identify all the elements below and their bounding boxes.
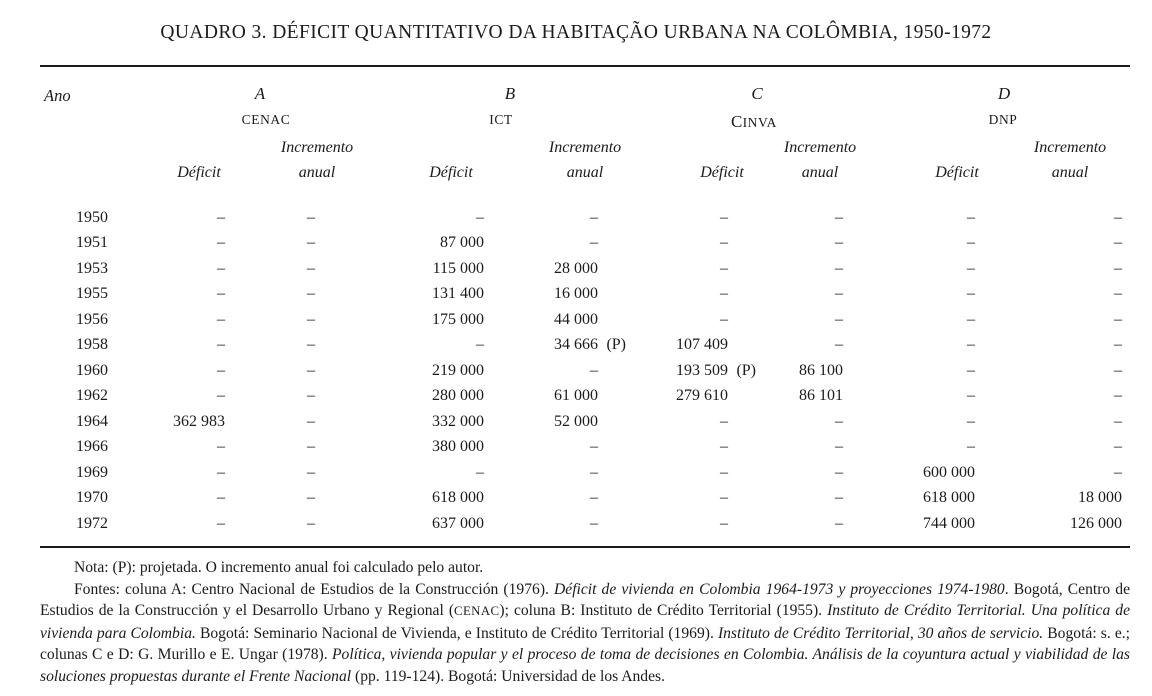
value-cell: – <box>967 259 975 277</box>
value-cell: – <box>217 285 225 303</box>
value-cell: 280 000 <box>432 387 484 405</box>
year-cell: 1956 <box>76 310 108 328</box>
value-cell: 193 509 (P) <box>676 361 756 379</box>
table-notes <box>40 557 1130 687</box>
source-text: Bogotá: Seminario Nacional de Vivienda, e Instituto de Crédito Territorial (1969). <box>195 624 718 642</box>
value-cell: – <box>217 336 225 354</box>
deficit-header-b: Déficit <box>429 164 473 181</box>
value-cell: 380 000 <box>432 438 484 456</box>
source-text: Bogotá: s. e.; colunas C e D: G. Murillo e E. Ungar (1978). <box>40 624 1130 663</box>
value-cell: – <box>967 387 975 405</box>
value-cell: – <box>1114 387 1122 405</box>
table-title: QUADRO 3. DÉFICIT QUANTITATIVO DA HABITAÇÃO URBANA NA COLÔMBIA, 1950-1972 <box>160 22 992 43</box>
deficit-header-d: Déficit <box>935 164 979 181</box>
value-cell: – <box>217 361 225 379</box>
value-cell: 131 400 <box>432 285 484 303</box>
acronym: CENAC <box>454 604 500 618</box>
value-cell: 637 000 <box>432 514 484 532</box>
value-cell: – <box>720 463 728 481</box>
value-cell: 86 101 <box>799 387 843 405</box>
value-cell: 332 000 <box>432 412 484 430</box>
value-cell: – <box>217 259 225 277</box>
year-cell: 1964 <box>76 412 108 430</box>
value-cell: – <box>307 310 315 328</box>
table-row <box>40 282 1130 308</box>
value-cell: – <box>835 336 843 354</box>
year-column-header: Ano <box>44 86 71 105</box>
source-text: (pp. 119-124). Bogotá: Universidad de los Andes. <box>351 667 665 685</box>
anual-header-a: anual <box>298 164 336 181</box>
group-header-c: C <box>751 84 763 103</box>
value-cell: – <box>967 412 975 430</box>
value-cell: – <box>217 438 225 456</box>
value-cell: – <box>307 412 315 430</box>
year-cell: 1950 <box>76 208 108 226</box>
value-cell: – <box>1114 361 1122 379</box>
value-cell: – <box>590 463 598 481</box>
value-cell: 18 000 <box>1078 489 1122 507</box>
year-cell: 1972 <box>76 514 108 532</box>
value-cell: – <box>835 514 843 532</box>
value-cell: 219 000 <box>432 361 484 379</box>
source-title: Instituto de Crédito Territorial, 30 años de servicio. <box>717 624 1044 642</box>
source-title: Política, vivienda popular y el proceso de toma de decisiones en Colombia. Análisis de la coyuntura actual y viabilidad de las soluciones propuestas durante el Frente Nacional <box>40 646 1130 685</box>
top-rule <box>40 65 1130 67</box>
value-cell: – <box>476 208 484 226</box>
table-row <box>40 256 1130 282</box>
value-cell: – <box>307 208 315 226</box>
group-header-a: A <box>254 84 266 103</box>
value-cell: – <box>1114 463 1122 481</box>
bottom-rule <box>40 546 1130 548</box>
table-body <box>40 205 1130 537</box>
value-cell: – <box>720 489 728 507</box>
value-cell: – <box>476 336 484 354</box>
table-row <box>40 409 1130 435</box>
value-cell: – <box>720 412 728 430</box>
value-cell: – <box>590 361 598 379</box>
value-cell: – <box>835 463 843 481</box>
table-row <box>40 358 1130 384</box>
value-cell: 34 666 (P) <box>554 336 626 354</box>
data-grid <box>40 205 1130 537</box>
value-cell: – <box>835 259 843 277</box>
year-cell: 1960 <box>76 361 108 379</box>
sources-paragraph <box>40 579 1130 688</box>
value-cell: – <box>590 208 598 226</box>
deficit-header-c: Déficit <box>700 164 744 181</box>
value-cell: – <box>1114 310 1122 328</box>
increment-header-b: Incremento <box>548 139 622 156</box>
value-cell: – <box>835 310 843 328</box>
table-row <box>40 307 1130 333</box>
value-cell: – <box>307 463 315 481</box>
table-row <box>40 460 1130 486</box>
value-cell: – <box>967 310 975 328</box>
value-cell: – <box>967 208 975 226</box>
org-label-dnp: DNP <box>988 112 1018 127</box>
value-cell: – <box>835 412 843 430</box>
value-cell: 115 000 <box>432 259 484 277</box>
value-cell: – <box>720 208 728 226</box>
value-cell: – <box>835 234 843 252</box>
value-cell: – <box>307 489 315 507</box>
value-cell: – <box>967 285 975 303</box>
value-cell: – <box>967 234 975 252</box>
year-cell: 1953 <box>76 259 108 277</box>
value-cell: – <box>307 361 315 379</box>
table-row <box>40 231 1130 257</box>
value-cell: – <box>835 489 843 507</box>
value-cell: – <box>1114 336 1122 354</box>
increment-header-a: Incremento <box>280 139 354 156</box>
value-cell: 279 610 <box>676 387 728 405</box>
value-cell: – <box>217 514 225 532</box>
value-cell: – <box>307 259 315 277</box>
year-cell: 1970 <box>76 489 108 507</box>
table-row <box>40 486 1130 512</box>
org-label-ict: ICT <box>489 112 513 127</box>
value-cell: – <box>1114 438 1122 456</box>
value-cell: – <box>307 234 315 252</box>
value-cell: – <box>967 438 975 456</box>
value-cell: – <box>476 463 484 481</box>
increment-header-c: Incremento <box>783 139 857 156</box>
value-cell: – <box>217 489 225 507</box>
source-title: Instituto de Crédito Territorial. Una política de vivienda para Colombia. <box>40 602 1130 642</box>
org-label-cenac: CENAC <box>241 112 291 127</box>
table-row <box>40 435 1130 461</box>
group-header-d: D <box>997 84 1011 103</box>
anual-header-b: anual <box>566 164 604 181</box>
table-row <box>40 333 1130 359</box>
value-cell: – <box>720 234 728 252</box>
value-cell: – <box>1114 259 1122 277</box>
value-cell: – <box>217 310 225 328</box>
value-cell: – <box>307 336 315 354</box>
table-row <box>40 384 1130 410</box>
value-cell: 52 000 <box>554 412 598 430</box>
value-cell: – <box>720 514 728 532</box>
value-cell: – <box>835 438 843 456</box>
value-cell: – <box>967 336 975 354</box>
deficit-table <box>40 0 1130 560</box>
value-cell: – <box>1114 234 1122 252</box>
value-cell: – <box>967 361 975 379</box>
value-cell: 61 000 <box>554 387 598 405</box>
value-cell: 28 000 <box>554 259 598 277</box>
table-row <box>40 205 1130 231</box>
value-cell: 44 000 <box>554 310 598 328</box>
increment-header-d: Incremento <box>1033 139 1107 156</box>
value-cell: 744 000 <box>923 514 975 532</box>
note-line: Nota: (P): projetada. O incremento anual foi calculado pelo autor. <box>74 559 484 576</box>
year-cell: 1969 <box>76 463 108 481</box>
deficit-header-a: Déficit <box>177 164 221 181</box>
value-cell: – <box>835 285 843 303</box>
value-cell: 618 000 <box>432 489 484 507</box>
value-cell: – <box>307 514 315 532</box>
year-cell: 1966 <box>76 438 108 456</box>
year-cell: 1958 <box>76 336 108 354</box>
value-cell: – <box>590 514 598 532</box>
source-text: . Bogotá, Centro de Estudios de la Construcción y el Desarrollo Urbano y Regional ( <box>40 580 1130 619</box>
group-header-b: B <box>504 84 516 103</box>
table-row <box>40 511 1130 537</box>
value-cell: – <box>217 463 225 481</box>
value-cell: – <box>1114 208 1122 226</box>
value-cell: – <box>720 259 728 277</box>
value-cell: 362 983 <box>173 412 225 430</box>
projected-flag: (P) <box>736 361 756 379</box>
value-cell: – <box>307 438 315 456</box>
value-cell: 126 000 <box>1070 514 1122 532</box>
value-cell: – <box>307 285 315 303</box>
value-cell: – <box>720 310 728 328</box>
value-cell: – <box>307 387 315 405</box>
value-cell: 16 000 <box>554 285 598 303</box>
value-cell: – <box>590 489 598 507</box>
value-cell: – <box>590 438 598 456</box>
value-cell: – <box>720 285 728 303</box>
source-title: Déficit de vivienda en Colombia 1964-1973 y proyecciones 1974-1980 <box>554 580 1005 598</box>
value-cell: – <box>590 234 598 252</box>
value-cell: 107 409 <box>676 336 728 354</box>
value-cell: – <box>1114 285 1122 303</box>
value-cell: – <box>720 438 728 456</box>
value-cell: – <box>217 208 225 226</box>
source-text: ); coluna B: Instituto de Crédito Territorial (1955). <box>499 602 828 619</box>
value-cell: 87 000 <box>440 234 484 252</box>
year-cell: 1951 <box>76 234 108 252</box>
year-cell: 1962 <box>76 387 108 405</box>
anual-header-d: anual <box>1051 164 1089 181</box>
value-cell: – <box>1114 412 1122 430</box>
value-cell: 618 000 <box>923 489 975 507</box>
value-cell: – <box>217 234 225 252</box>
year-cell: 1955 <box>76 285 108 303</box>
projected-flag: (P) <box>606 336 626 354</box>
value-cell: – <box>217 387 225 405</box>
source-text: Fontes: coluna A: Centro Nacional de Estudios de la Construcción (1976). <box>74 580 555 598</box>
value-cell: 600 000 <box>923 463 975 481</box>
value-cell: 86 100 <box>799 361 843 379</box>
value-cell: 175 000 <box>432 310 484 328</box>
anual-header-c: anual <box>801 164 839 181</box>
value-cell: – <box>835 208 843 226</box>
org-label-cinva: CINVA <box>731 112 777 131</box>
